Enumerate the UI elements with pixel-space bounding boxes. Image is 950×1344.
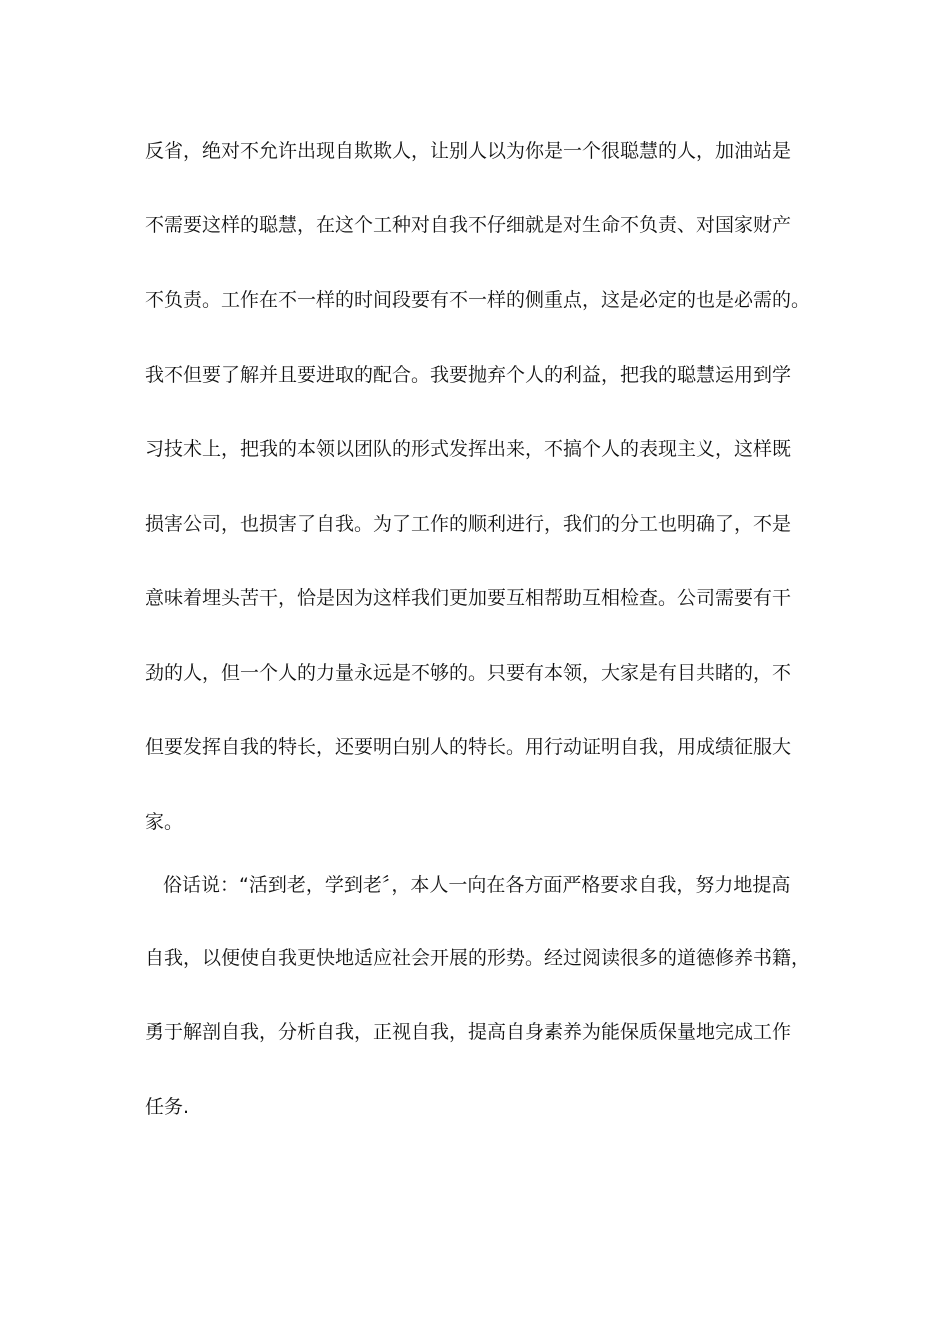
- text-line: 勇于解剖自我，分析自我，正视自我，提高自身素养为能保质保量地完成工作: [145, 1021, 792, 1043]
- text-line: 自我，以便使自我更快地适应社会开展的形势。经过阅读很多的道德修养书籍，: [145, 947, 811, 969]
- text-line: 但要发挥自我的特长，还要明白别人的特长。用行动证明自我，用成绩征服大: [145, 736, 792, 758]
- text-line: 任务.: [145, 1096, 190, 1118]
- text-line: 不负责。工作在不一样的时间段要有不一样的侧重点，这是必定的也是必需的。: [145, 289, 811, 311]
- text-line: 不需要这样的聪慧，在这个工种对自我不仔细就是对生命不负责、对国家财产: [145, 214, 792, 236]
- text-line: 意味着埋头苦干，恰是因为这样我们更加要互相帮助互相检查。公司需要有干: [145, 587, 792, 609]
- text-line: 我不但要了解并且要进取的配合。我要抛弃个人的利益，把我的聪慧运用到学: [145, 364, 792, 386]
- text-line: 习技术上，把我的本领以团队的形式发挥出来，不搞个人的表现主义，这样既: [145, 438, 792, 460]
- text-line: 反省，绝对不允许出现自欺欺人，让别人以为你是一个很聪慧的人，加油站是: [145, 140, 792, 162]
- text-line: 家。: [145, 811, 184, 833]
- text-line: 劲的人，但一个人的力量永远是不够的。只要有本领，大家是有目共睹的，不: [145, 662, 792, 684]
- text-line: 俗话说：“活到老，学到老〞，本人一向在各方面严格要求自我，努力地提高: [163, 874, 791, 896]
- text-line: 损害公司，也损害了自我。为了工作的顺利进行，我们的分工也明确了，不是: [145, 513, 792, 535]
